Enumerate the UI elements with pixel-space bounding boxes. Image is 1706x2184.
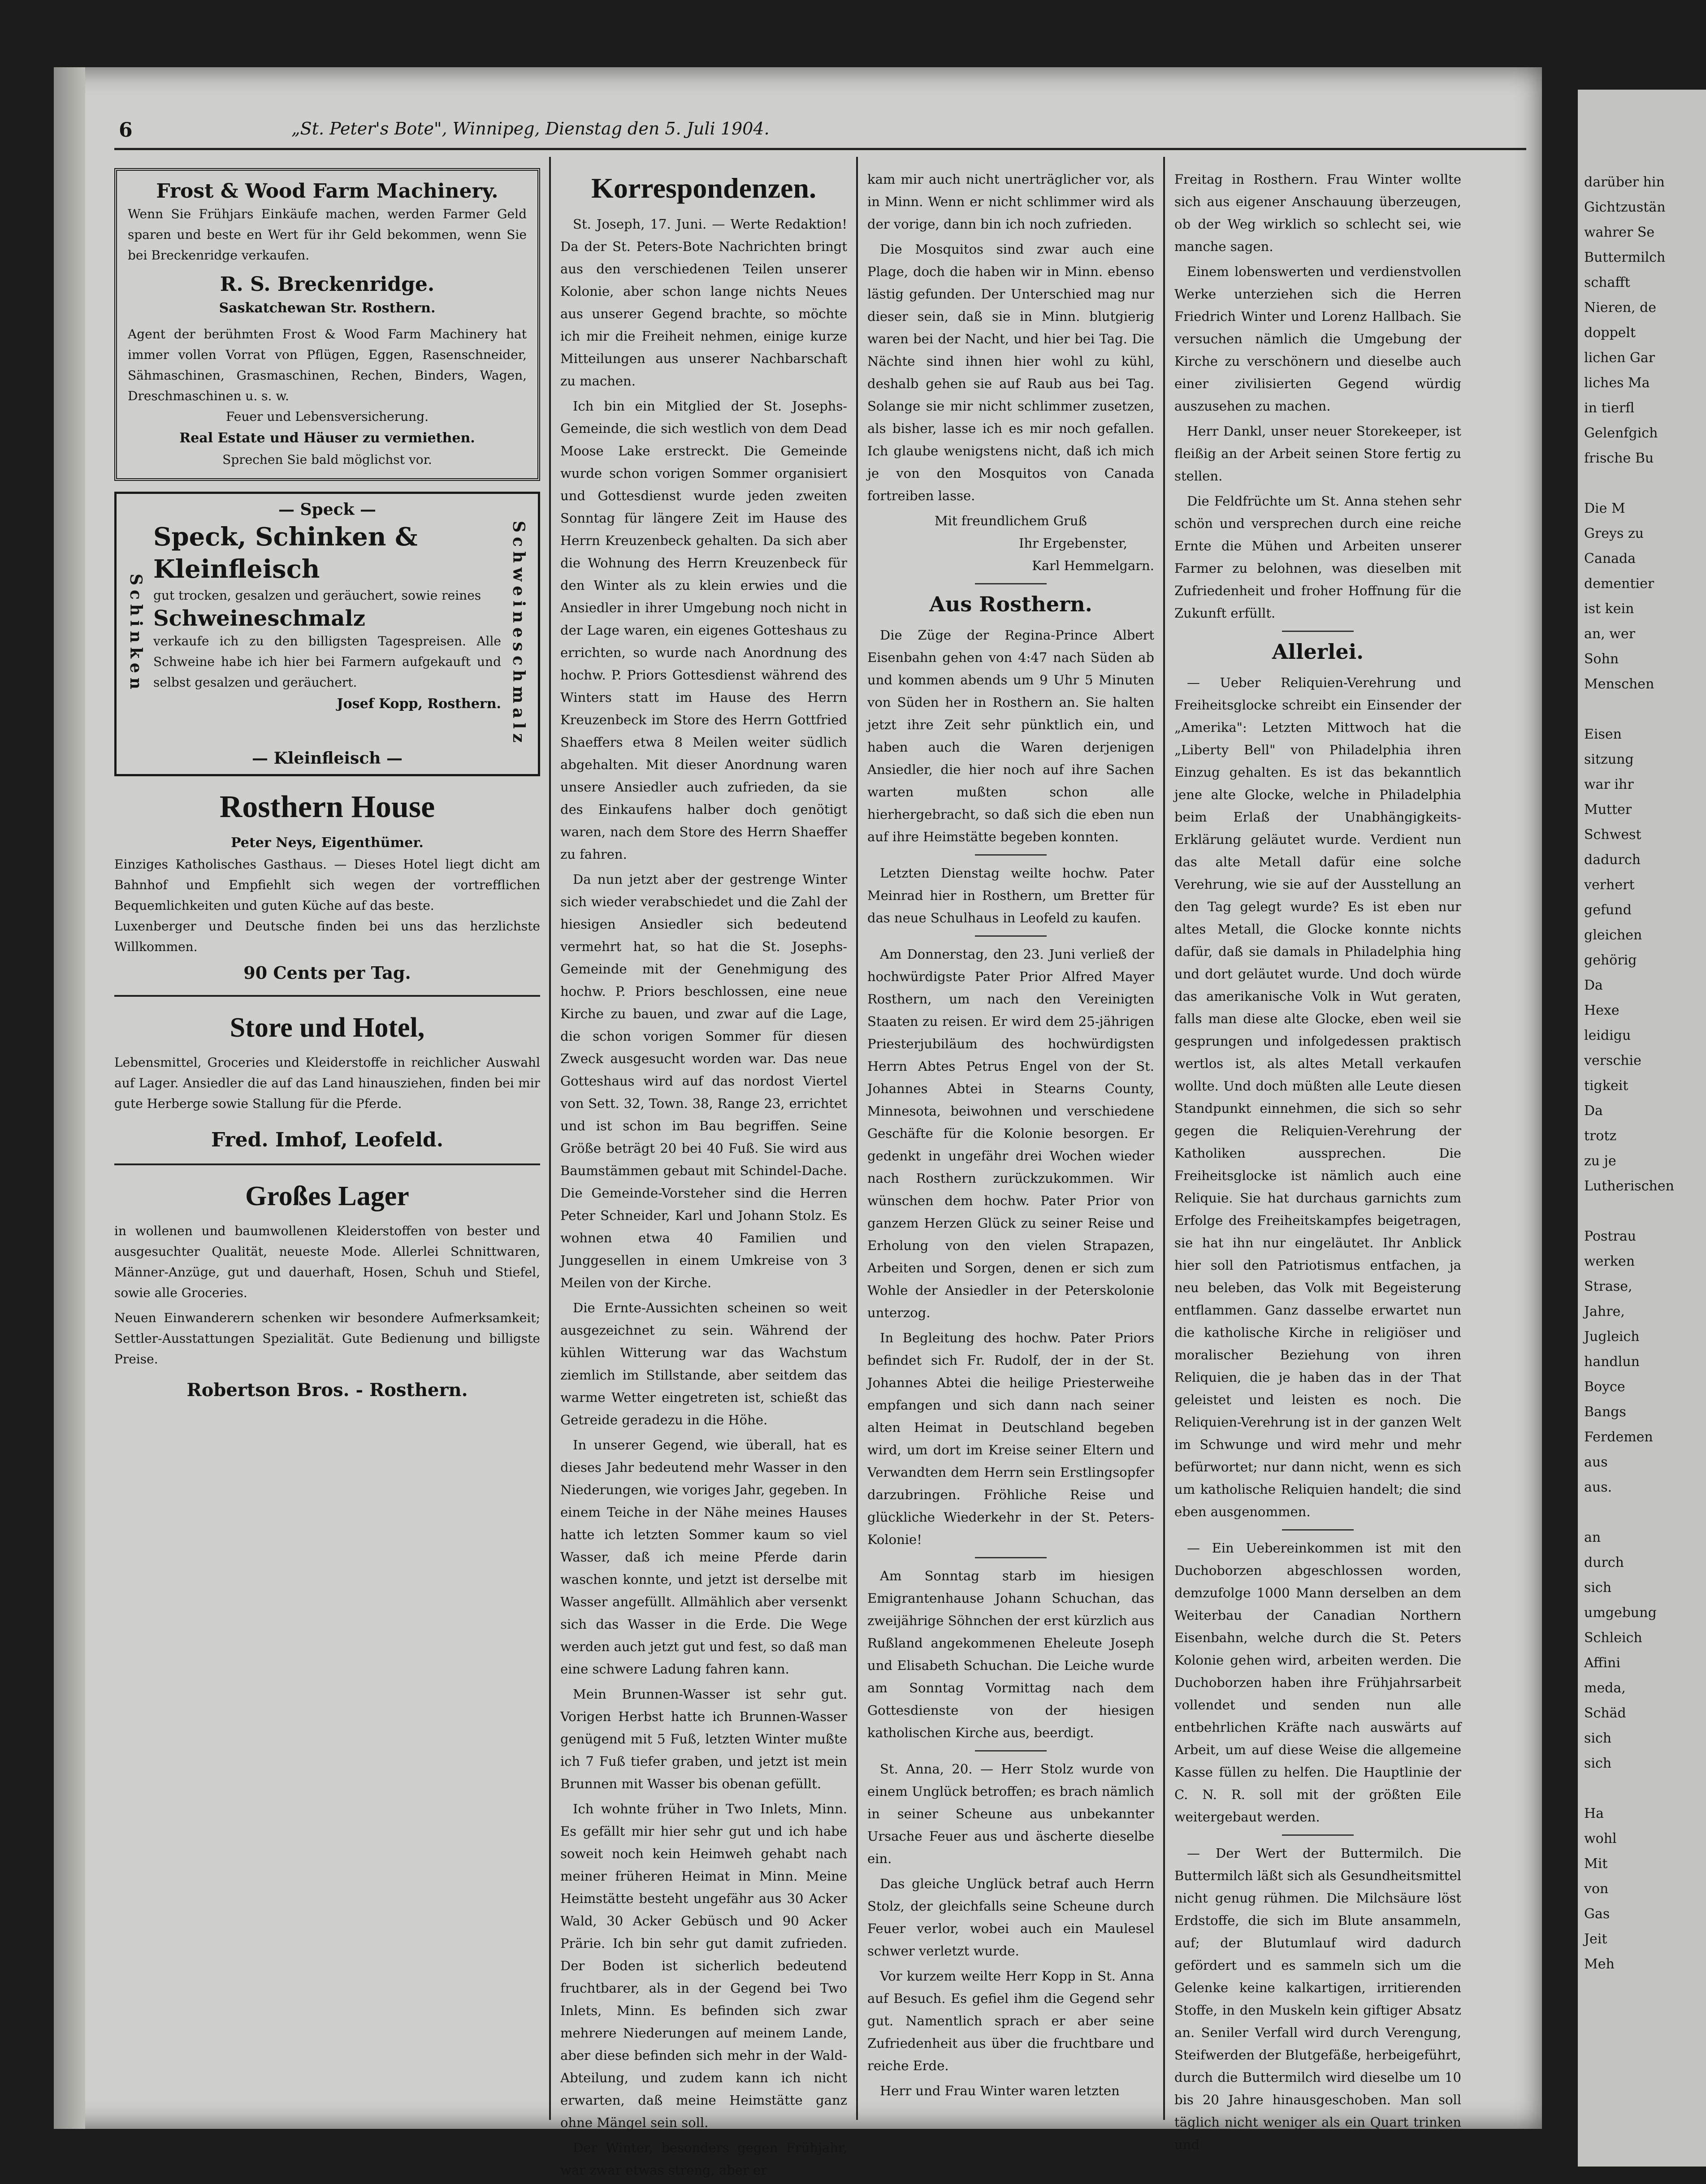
next-page-line: Bangs [1584,1404,1626,1420]
next-page-line: sich [1584,1756,1612,1771]
ad-store-hotel [114,1008,540,1153]
letter-greeting: Mit freundlichem Gruß [935,513,1087,528]
column-ads [114,168,540,1403]
paragraph: — Der Wert der Buttermilch. Die Buttermilch läßt sich als Gesundheitsmittel nicht genug rühmen. Die Milchsäure löst Erdstoffe, die sich im Blute ansammeln, auf; der Blutumlauf wird dadurch gefördert und es sammeln sich um die Gelenke keine kalkartigen, irritierenden Stoffe, in den Muskeln kein giftiger Absatz an. Seniler Verfall wird durch Verengung, Steifwerden der Blutgefäße, herbeigeführt, durch die Buttermilch wird dieselbe um 10 bis 20 Jahre hinausgeschoben. Man soll täglich nicht weniger als ein Quart trinken und [1174,1846,1461,2152]
column-allerlei [1174,168,1461,2158]
paragraph: Ich bin ein Mitglied der St. Josephs-Gemeinde, die sich westlich von dem Dead Moose Lake erstreckt. Die Gemeinde wurde schon vorigen Sommer organisiert und Gottesdienst wurde jeden zweiten Sonntag für längere Zeit im Hause des Herrn Kreuzenbeck gehalten. Da sich aber die Wohnung des Herrn Kreuzenbeck für den Winter als zu klein erwies und die Ansiedler in ihrer Umgebung noch nicht in der Lage waren, ein eigenes Gotteshaus zu errichten, so wurde nach Anordnung des hochw. P. Priors Gottesdienst während des Winters statt im Hause des Herrn Kreuzenbeck im Store des Herrn Gottfried Shaeffers etwa 8 Meilen weiter südlich abgehalten. Mit dieser Anordnung waren unsere Ansiedler auch zufrieden, da sie des Einkaufens halber doch genötigt waren, nach dem Store des Herrn Shaeffer zu fahren. [560,398,847,862]
next-page-line: sich [1584,1580,1612,1596]
column-rule [856,157,858,2120]
next-page-line: handlun [1584,1354,1640,1370]
ad-grosses-lager [114,1176,540,1403]
speck-body1: gut trocken, gesalzen und geräuchert, sowie reines [153,588,481,603]
next-page-line: Eisen [1584,727,1622,742]
next-page-line: Canada [1584,551,1636,567]
rosthern-house-price: 90 Cents per Tag. [243,962,411,983]
paragraph: St. Joseph, 17. Juni. — Werte Redaktion! Da der St. Peters-Bote Nachrichten bringt aus den verschiedenen Teilen unserer Kolonie, aber schon lange nichts Neues aus unserer Gegend brachte, so möchte ich mir die Freiheit nehmen, einige kurze Mitteilungen aus unserer Nachbarschaft zu machen. [560,216,847,389]
ad-rosthern-house [114,787,540,984]
next-page-line: war ihr [1584,777,1634,792]
column-aus-rosthern [867,168,1154,2105]
next-page-line: Jugleich [1584,1329,1640,1345]
next-page-line: Mutter [1584,802,1632,817]
next-page-line: Lutherischen [1584,1178,1674,1194]
next-page-line: Menschen [1584,676,1654,692]
paragraph: kam mir auch nicht unerträglicher vor, als in Minn. Wenn er nicht schlimmer wird als der vorige, dann bin ich noch zufrieden. [867,172,1154,232]
ad-insurance: Feuer und Lebensversicherung. [226,409,429,424]
grosses-lager-title: Großes Lager [245,1181,409,1211]
page-number: 6 [119,119,133,142]
paragraph: Letzten Dienstag weilte hochw. Pater Meinrad hier in Rosthern, um Bretter für das neue Schulhaus in Leofeld zu kaufen. [867,865,1154,925]
next-page-line: gleichen [1584,927,1642,943]
next-page-line: verhert [1584,877,1635,893]
next-page-line: trotz [1584,1128,1617,1144]
paragraph: Freitag in Rosthern. Frau Winter wollte sich aus eigener Anschauung überzeugen, ob der Weg wirklich so schlecht sei, wie manche sagen. [1174,172,1461,254]
speck-bottom: — Kleinfleisch — [252,748,403,768]
rosthern-house-owner: Peter Neys, Eigenthümer. [231,835,424,851]
next-page-line: Sohn [1584,651,1619,667]
next-page-line: durch [1584,1555,1624,1570]
paragraph: Das gleiche Unglück betraf auch Herrn Stolz, der gleichfalls seine Scheune durch Feuer verlor, wobei auch ein Maulesel schwer verletzt wurde. [867,1876,1154,1959]
paragraph: Am Donnerstag, den 23. Juni verließ der hochwürdigste Pater Prior Alfred Mayer Rosthern, um nach den Vereinigten Staaten zu reisen. Er wird dem 25-jährigen Priesterjubiläum des hochwürdigsten Herrn Abtes Petrus Engel von der St. Johannes Abtei in Stearns County, Minnesota, beiwohnen und verschiedene Geschäfte für die Kolonie besorgen. Er gedenkt in ungefähr drei Wochen wieder nach Rosthern zurückzukommen. Wir wünschen dem hochw. Pater Prior von ganzem Herzen Glück zu seiner Reise und Erholung von den vielen Strapazen, Arbeiten und Sorgen, denen er sich zum Wohle der Ansiedler in der Peterskolonie unterzog. [867,947,1154,1320]
paragraph: Die Ernte-Aussichten scheinen so weit ausgezeichnet zu sein. Während der kühlen Witterung war das Wachstum ziemlich im Stillstande, aber seitdem das warme Wetter eingetreten ist, schießt das Getreide geradezu in die Höhe. [560,1300,847,1427]
paragraph: Am Sonntag starb im hiesigen Emigrantenhause Johann Schuchan, das zweijährige Söhnchen der erst kürzlich aus Rußland angekommenen Eheleute Joseph und Elisabeth Schuchan. Die Leiche wurde am Sonntag Vormittag nach dem Gottesdienste von der hiesigen katholischen Kirche aus, beerdigt. [867,1568,1154,1740]
ad-frost-wood [114,168,540,481]
next-page-line: Jahre, [1584,1304,1625,1319]
paragraph: Ich wohnte früher in Two Inlets, Minn. Es gefällt mir hier sehr gut und ich habe soweit noch kein Heimweh gehabt nach meiner früheren Heimat in Minn. Meine Heimstätte besteht ungefähr aus 30 Acker Wald, 30 Acker Gebüsch und 90 Acker Prärie. Ich bin sehr gut damit zufrieden. Der Boden ist sicherlich bedeutend fruchtbarer, als in der Gegend bei Two Inlets, Minn. Es befinden sich zwar mehrere Niederungen auf meinem Lande, aber diese befinden sich mehr in der Wald-Abteilung, und zudem kann ich nicht erwarten, daß meine Heimstätte ganz ohne Mängel sein soll. [560,1801,847,2130]
letter-closing: Ihr Ergebenster, [1019,536,1127,551]
ad-address: Saskatchewan Str. Rosthern. [219,300,436,316]
next-page-line: frische Bu [1584,450,1654,466]
column-korrespondenzen [560,168,847,2184]
ad-speck [114,492,540,776]
paragraph: Vor kurzem weilte Herr Kopp in St. Anna auf Besuch. Es gefiel ihm die Gegend sehr gut. Namentlich sprach er aber seine Zufriedenheit aus über die fruchtbare und reiche Erde. [867,1968,1154,2073]
ad-name: R. S. Breckenridge. [220,273,435,296]
next-page-line: Ha [1584,1806,1604,1821]
paragraph: Einem lobenswerten und verdienstvollen Werke unterziehen sich die Herren Friedrich Winter und Lorenz Hallbach. Sie versuchen nämlich die Umgebung der Kirche zu verschönern und dieselbe auch einer zivilisierten Gegend würdig auszusehen zu machen. [1174,264,1461,414]
next-page-line: Schleich [1584,1630,1642,1646]
allerlei-heading: Allerlei. [1272,640,1364,664]
rosthern-house-body: Einziges Katholisches Gasthaus. — Dieses Hotel liegt dicht am Bahnhof und Empfiehlt sich wegen der vortrefflichen Bequemlichkeiten und guten Küche auf das beste. [114,856,540,913]
next-page-line: Greys zu [1584,526,1644,541]
next-page-line: aus [1584,1454,1608,1470]
paragraph: Die Mosquitos sind zwar auch eine Plage, doch die haben wir in Minn. ebenso lästig gefunden. Der Unterschied mag nur dieser sein, daß sie in Minn. blutgierig waren bei der Nacht, und hier bei Tag. Die Nächte sind ihnen hier wohl zu kühl, deshalb gehen sie auf Raub aus bei Tag. Solange sie mir nicht schlimmer zusetzen, als bisher, lasse ich es mir noch gefallen. Ich glaube wenigstens nicht, daß ich mich je von den Mosquitos von Canada fortreiben lasse. [867,242,1154,503]
store-hotel-body: Lebensmittel, Groceries und Kleiderstoffe in reichlicher Auswahl auf Lager. Ansiedler die auf das Land hinausziehen, finden bei mir gute Herberge sowie Stallung für die Pferde. [114,1055,540,1111]
next-page-line: Affini [1584,1655,1620,1671]
next-page-line: gehörig [1584,952,1637,968]
letter-author: Karl Hemmelgarn. [1032,558,1154,573]
ad-title: Frost & Wood Farm Machinery. [156,180,498,203]
page-edge [54,67,85,2129]
next-page-line: liches Ma [1584,375,1650,391]
next-page-line: dementier [1584,576,1654,592]
ad-divider [114,1163,540,1165]
next-page-line: Gichtzustän [1584,199,1666,215]
korrespondenzen-heading: Korrespondenzen. [591,172,816,204]
separator [975,1557,1047,1558]
next-page-line: Meh [1584,1956,1615,1972]
next-page-line: Buttermilch [1584,250,1666,265]
ad-divider [114,995,540,997]
separator [975,935,1047,937]
next-page-line: Da [1584,977,1603,993]
next-page-line: Jeit [1584,1931,1607,1947]
next-page-line: an, wer [1584,626,1636,642]
speck-signature: Josef Kopp, Rosthern. [337,696,501,712]
ad-cta: Sprechen Sie bald möglichst vor. [222,452,432,467]
newspaper-page [54,67,1542,2178]
ad-body: Agent der berühmten Frost & Wood Farm Machinery hat immer vollen Vorrat von Pflügen, Eggen, Rasenschneider, Sähmaschinen, Grasmaschinen, Rechen, Binders, Wagen, Dreschmaschinen u. s. w. [128,327,527,403]
next-page-line: gefund [1584,902,1632,918]
next-page-line: leidigu [1584,1028,1631,1043]
paragraph: Die Feldfrüchte um St. Anna stehen sehr schön und versprechen durch eine reiche Ernte die Mühen und Arbeiten unserer Farmer zu belohnen, was dieselben mit Zufriedenheit und froher Hoffnung für die Zukunft erfüllt. [1174,493,1461,621]
next-page-line: tigkeit [1584,1078,1628,1094]
header-rule [114,148,1526,150]
next-page-line: zu je [1584,1153,1616,1169]
next-page-line: Schwest [1584,827,1641,843]
paragraph: Die Züge der Regina-Prince Albert Eisenbahn gehen von 4:47 nach Süden ab und kommen abends um 9 Uhr 5 Minuten von Süden her in Rosthern an. Sie halten jetzt ihre Zeit sehr pünktlich ein, und haben auch die Waren derjenigen Ansiedler, die hier noch auf ihre Sachen warten mußten schon alle hierhergebracht, so daß sich die eben nun auf ihre Heimstätte begeben konnten. [867,627,1154,844]
separator [1282,1834,1354,1836]
next-page-line: Strase, [1584,1279,1632,1294]
paragraph: Herr und Frau Winter waren letzten [880,2083,1120,2098]
ad-intro: Wenn Sie Frühjars Einkäufe machen, werden Farmer Geld sparen und beste en Wert für ihr Geld bekommen, wenn Sie bei Breckenridge verkaufen. [128,207,527,263]
paragraph: In unserer Gegend, wie überall, hat es dieses Jahr bedeutend mehr Wasser in den Niederungen, wie voriges Jahr, gegeben. In einem Teiche in der Nähe meines Hauses hatte ich letzten Sommer kaum so viel Wasser, daß ich meine Pferde darin waschen konnte, und jetzt ist derselbe mit Wasser angefüllt. Allmählich aber versenkt sich das Wasser in die Erde. Die Wege werden auch jetzt gut und fest, so daß man eine schwere Ladung fahren kann. [560,1437,848,1677]
separator [975,583,1047,584]
speck-highlight: Schweineschmalz [153,606,365,631]
separator [1282,631,1354,632]
next-page-line: verschie [1584,1053,1641,1068]
next-page-line: Nieren, de [1584,300,1657,316]
column-rule [549,157,551,2120]
next-page-line: von [1584,1881,1609,1897]
running-title: „St. Peter's Bote", Winnipeg, Dienstag den 5. Juli 1904. [291,119,770,138]
next-page-line: Ferdemen [1584,1429,1653,1445]
separator [975,854,1047,856]
next-page-line: doppelt [1584,325,1636,341]
ad-real-estate: Real Estate und Häuser zu vermiethen. [179,430,475,446]
next-page-line: werken [1584,1254,1635,1269]
paragraph: — Ueber Reliquien-Verehrung und Freiheitsglocke schreibt ein Einsender der „Amerika": Letzten Mittwoch hat die „Liberty Bell" von Philadelphia ihren Einzug gehalten. Es ist das bekanntlich jene alte Glocke, welche in Philadelphia beim Erlaß der Unabhängigkeits-Erklärung geläutet wurde. Verdient nun das alte Metall dafür eine solche Verehrung, wie sie auf der Ausstellung an den Tag gelegt wurde? Es ist eben nur altes Metall, die Glocke konnte nichts dafür, daß sie damals in Philadelphia hing und dort geläutet wurde. Und doch würde das amerikanische Volk in Wut geraten, falls man diese alte Glocke, eben weil sie gesprungen und infolgedessen praktisch wertlos ist, als altes Metall verkaufen wollte. Und doch müßten alle Leute diesen Standpunkt einnehmen, die sich so sehr gegen die Reliquien-Verehrung der Katholiken aussprechen. Die Freiheitsglocke ist nämlich auch eine Reliquie. Sie hat durchaus garnichts zum Erfolge des Freiheitskampfes beigetragen, sie hat ihn nur eingeläutet. Ihr Anblick hier soll den Patriotismus entfachen, ja neu beleben, das Volk mit Begeisterung entflammen. Ganz dasselbe erwartet nun die katholische Kirche in religiöser und moralischer Beziehung von ihren Reliquien, die je haben das in der That geleistet und leisten es noch. Die Reliquien-Verehrung ist in der ganzen Welt im Schwunge und wird mehr und mehr befürwortet; nur dann nicht, wenn es sich um katholische Reliquien handelt; die sind eben ausgenommen. [1174,675,1461,1519]
column-rule [1163,157,1165,2120]
next-page-line: sitzung [1584,752,1634,767]
next-page-line: ist kein [1584,601,1634,617]
paragraph: In Begleitung des hochw. Pater Priors befindet sich Fr. Rudolf, der in der St. Johannes Abtei die heilige Priesterweihe empfangen und sich dann nach seiner alten Heimat in Deutschland begeben wird, um dort im Kreise seiner Eltern und Verwandten dem Herrn sein Erstlingsopfer darzubringen. Fröhliche Reise und glückliche Wiederkehr in der St. Peters-Kolonie! [867,1330,1154,1547]
next-page-line: meda, [1584,1680,1626,1696]
grosses-lager-body2: Neuen Einwanderern schenken wir besondere Aufmerksamkeit; Settler-Ausstattungen Spezialität. Gute Bedienung und billigste Preise. [114,1310,540,1367]
aus-rosthern-heading: Aus Rosthern. [929,592,1092,616]
next-page-line: wohl [1584,1831,1617,1847]
grosses-lager-signature: Robertson Bros. - Rosthern. [186,1379,468,1401]
paragraph: Da nun jetzt aber der gestrenge Winter sich wieder verabschiedet und die Zahl der hiesigen Ansiedler sich bedeutend vermehrt hat, so hat die St. Josephs-Gemeinde mit der Genehmigung des hochw. P. Priors beschlossen, eine neue Kirche zu bauen, und zwar auf die Lage, die schon vorigen Sommer für diesen Zweck ausgesucht worden war. Das neue Gotteshaus wird auf das nordost Viertel von Sett. 32, Town. 38, Range 23, errichtet und ist schon im Bau begriffen. Seine Größe beträgt 20 bei 40 Fuß. Sie wird aus Baumstämmen gebaut mit Schindel-Dache. Die Gemeinde-Vorsteher sind die Herren Peter Schneider, Karl und Johann Stolz. Es wohnen etwa 40 Familien und Junggesellen in einem Umkreise von 3 Meilen von der Kirche. [560,872,847,1290]
next-page-line: dadurch [1584,852,1641,868]
next-page-line: Gelenfgich [1584,425,1658,441]
next-page-line: Schäd [1584,1705,1626,1721]
next-page-line: an [1584,1530,1601,1545]
next-page-line: Hexe [1584,1003,1619,1018]
paragraph: Mein Brunnen-Wasser ist sehr gut. Vorigen Herbst hatte ich Brunnen-Wasser genügend mit 5 Fuß, letzten Winter mußte ich 7 Fuß tiefer graben, und jetzt ist mein Brunnen mit Wasser bis obenan gefüllt. [560,1687,847,1791]
rosthern-house-body2: Luxenberger und Deutsche finden bei uns das herzlichste Willkommen. [114,918,540,954]
next-page-line: Boyce [1584,1379,1625,1395]
speck-body2: verkaufe ich zu den billigsten Tagespreisen. Alle Schweine habe ich hier bei Farmern aufgekauft und selbst gesalzen und geräuchert. [153,634,501,690]
separator [975,1750,1047,1752]
speck-top: — Speck — [278,500,376,519]
grosses-lager-body: in wollenen und baumwollenen Kleiderstoffen von bester und ausgesuchter Qualität, neueste Mode. Allerlei Schnittwaren, Männer-Anzüge, gut und dauerhaft, Hosen, Schuh und Stiefel, sowie alle Groceries. [114,1223,540,1300]
next-page-line: lichen Gar [1584,350,1655,366]
rosthern-house-title: Rosthern House [219,789,435,824]
store-hotel-title: Store und Hotel, [229,1012,425,1043]
next-page-line: aus. [1584,1479,1612,1495]
paragraph: St. Anna, 20. — Herr Stolz wurde von einem Unglück betroffen; es brach nämlich in seiner Scheune aus unbekannter Ursache Feuer aus und äscherte dieselbe ein. [867,1761,1154,1866]
store-hotel-signature: Fred. Imhof, Leofeld. [211,1128,444,1151]
speck-title: Speck, Schinken & Kleinfleisch [153,522,418,584]
next-page-line: in tierfl [1584,400,1635,416]
next-page-fragment [1578,90,1706,2167]
next-page-line: schafft [1584,275,1630,290]
speck-left-vertical: Schinken [126,574,145,694]
next-page-line: sich [1584,1730,1612,1746]
next-page-line: wahrer Se [1584,225,1655,240]
next-page-line: Gas [1584,1906,1610,1922]
next-page-line: umgebung [1584,1605,1657,1621]
paragraph: Herr Dankl, unser neuer Storekeeper, ist fleißig an der Arbeit seinen Store fertig zu stellen. [1174,424,1461,484]
next-page-line: Mit [1584,1856,1608,1872]
next-page-line: Da [1584,1103,1603,1119]
next-page-line: Die M [1584,501,1625,516]
paragraph: Der Winter, besonders gegen Frühjahr, war zwar etwas streng, aber er [560,2140,847,2178]
next-page-line: darüber hin [1584,174,1665,190]
paragraph: — Ein Uebereinkommen ist mit den Duchoborzen abgeschlossen worden, demzufolge 1000 Mann derselben an dem Weiterbau der Canadian Northern Eisenbahn, welche durch die St. Peters Kolonie gehen wird, arbeiten werden. Die Duchoborzen haben ihre Frühjahrsarbeit vollendet und senden nun alle entbehrlichen Kräfte nach auswärts auf Arbeit, um auf diese Weise die allgemeine Kasse füllen zu helfen. Die Hauptlinie der C. N. R. soll mit der größten Eile weitergebaut werden. [1174,1540,1461,1825]
separator [1282,1529,1354,1531]
next-page-line: Postrau [1584,1228,1637,1244]
speck-right-vertical: Schweineschmalz [509,521,528,747]
